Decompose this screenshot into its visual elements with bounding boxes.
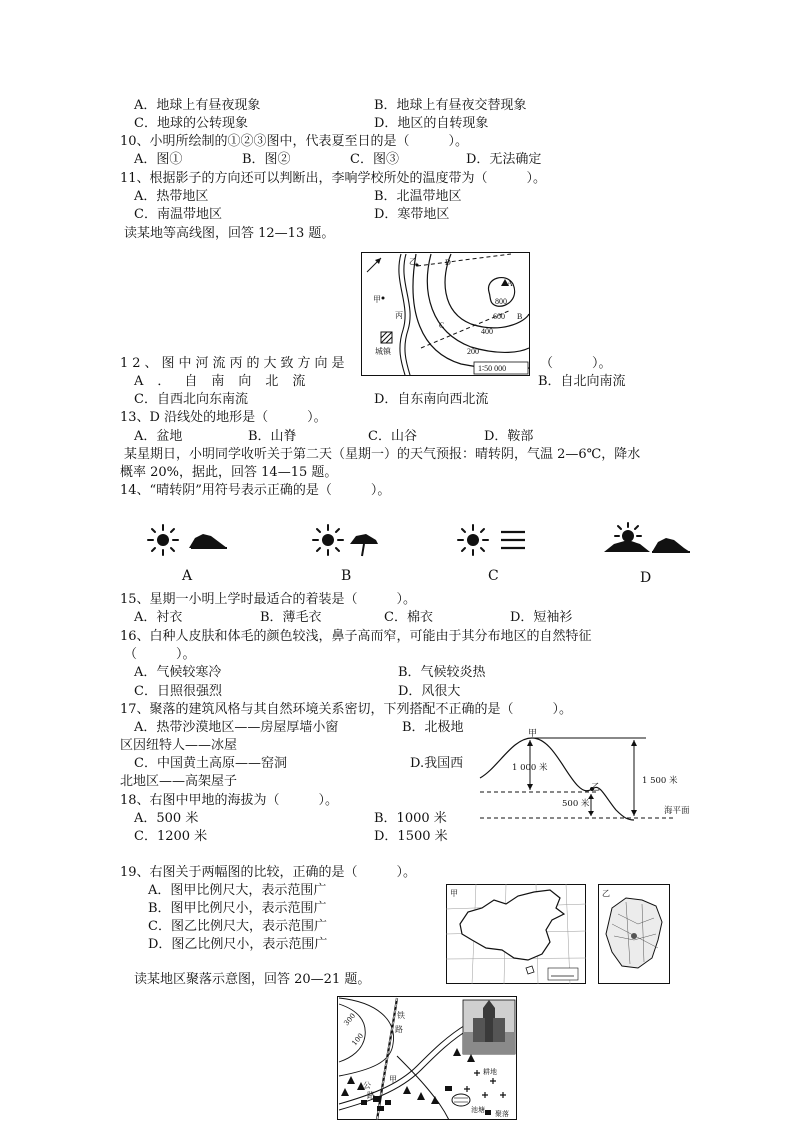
q12-blank: （ ）。 [540, 356, 612, 371]
settlement-label-farmland: 耕地 [483, 1068, 497, 1076]
q12-option-c: C．自西北向东南流 [134, 392, 248, 407]
q19-option-a: A．图甲比例尺大，表示范围广 [148, 883, 327, 898]
q17-option-c: C．中国黄土高原——窑洞 [134, 756, 287, 771]
q12-option-a: A．自南向北流 [134, 374, 320, 389]
contour-label-200: 200 [467, 347, 479, 356]
contour-label-bing: 丙 [395, 311, 403, 320]
elevation-profile-figure [478, 728, 694, 822]
q15-option-a: A．衬衣 [134, 610, 183, 625]
map-jia-figure [446, 884, 586, 984]
q12-stem: 12、图中河流丙的大致方向是 [120, 356, 349, 371]
settlement-legend-settlement: 聚落 [495, 1110, 509, 1118]
contour-label-town: 城镇 [375, 347, 391, 356]
map-yi-label: 乙 [602, 889, 610, 898]
profile-label-jia: 甲 [528, 729, 538, 739]
weather-label-a: A [182, 568, 193, 584]
q13-option-b: B．山脊 [248, 429, 297, 444]
q18-stem: 18、右图中甲地的海拔为（ ）。 [120, 793, 339, 808]
q10-option-a: A．图① [134, 152, 183, 167]
weather-label-c: C [488, 568, 499, 584]
q11-option-a: A．热带地区 [134, 189, 209, 204]
intro-14-15-line2: 概率 20%，据此，回答 14—15 题。 [120, 465, 338, 480]
contour-label-600: 600 [493, 312, 505, 321]
weather-label-b: B [341, 568, 352, 584]
q10-option-b: B．图② [242, 152, 291, 167]
q17-option-b-part1: B．北极地 [402, 720, 464, 735]
settlement-map-figure [337, 996, 517, 1120]
settlement-label-jia: 甲 [389, 1075, 397, 1084]
q16-blank: （ ）。 [124, 647, 196, 662]
q16-stem: 16、白种人皮肤和体毛的颜色较浅，鼻子高而窄，可能由于其分布地区的自然特征 [120, 629, 592, 644]
q13-stem: 13、D 沿线处的地形是（ ）。 [120, 410, 327, 425]
q19-option-b: B．图甲比例尺小，表示范围广 [148, 901, 327, 916]
q16-option-b: B．气候较炎热 [398, 665, 486, 680]
q11-option-d: D．寒带地区 [374, 207, 450, 222]
q9-option-b: B．地球上有昼夜交替现象 [374, 98, 527, 113]
map-jia-label: 甲 [450, 889, 458, 898]
settlement-label-rail-1: 铁 [397, 1011, 405, 1020]
q16-option-c: C．日照很强烈 [134, 684, 222, 699]
settlement-contour-300: 300 [342, 1011, 358, 1028]
q13-option-d: D．鞍部 [484, 429, 534, 444]
settlement-contour-100: 100 [350, 1031, 366, 1048]
contour-label-400: 400 [481, 327, 493, 336]
q10-stem: 10、小明所绘制的①②③图中，代表夏至日的是（ ）。 [120, 134, 469, 149]
q9-option-a: A．地球上有昼夜现象 [134, 98, 261, 113]
profile-label-sea: 海平面 [664, 806, 690, 816]
q18-option-b: B．1000 米 [374, 811, 447, 826]
profile-label-1000: 1 000 米 [512, 763, 548, 773]
weather-label-d: D [640, 570, 652, 586]
map-yi-figure [598, 884, 670, 984]
q11-option-c: C．南温带地区 [134, 207, 222, 222]
settlement-label-road-1: 公 [363, 1081, 371, 1090]
q13-option-c: C．山谷 [368, 429, 417, 444]
weather-symbol-a [145, 522, 235, 558]
q15-option-c: C．棉衣 [384, 610, 433, 625]
contour-label-yi: 乙 [409, 257, 417, 266]
weather-symbol-c [455, 522, 530, 558]
profile-label-1500: 1 500 米 [642, 776, 678, 786]
q18-option-c: C．1200 米 [134, 829, 208, 844]
contour-scale: 1∶50 000 [478, 364, 507, 373]
profile-label-500: 500 米 [562, 799, 590, 809]
contour-label-b: B [517, 312, 523, 321]
settlement-label-road-2: 路 [367, 1091, 375, 1100]
q17-stem: 17、聚落的建筑风格与其自然环境关系密切，下列搭配不正确的是（ ）。 [120, 702, 573, 717]
q12-option-b: B．自北向南流 [538, 374, 626, 389]
q19-option-d: D．图乙比例尺小，表示范围广 [148, 937, 328, 952]
q17-option-d-part2: 北地区——高架屋子 [120, 774, 238, 789]
q15-option-d: D．短袖衫 [510, 610, 573, 625]
contour-label-jia: 甲 [373, 295, 381, 304]
q13-option-a: A．盆地 [134, 429, 183, 444]
intro-20-21: 读某地区聚落示意图，回答 20—21 题。 [134, 972, 371, 987]
q19-stem: 19、右图关于两幅图的比较，正确的是（ ）。 [120, 865, 417, 880]
q15-stem: 15、星期一小明上学时最适合的着装是（ ）。 [120, 592, 417, 607]
q18-option-a: A．500 米 [134, 811, 199, 826]
q10-option-c: C．图③ [350, 152, 399, 167]
q14-stem: 14、“晴转阴”用符号表示正确的是（ ）。 [120, 483, 391, 498]
q17-option-d-part1: D.我国西 [410, 756, 464, 771]
contour-map-figure [361, 252, 530, 376]
intro-12-13: 读某地等高线图，回答 12—13 题。 [124, 226, 335, 241]
weather-symbol-b [310, 522, 380, 562]
q11-option-b: B．北温带地区 [374, 189, 462, 204]
contour-label-c: C [439, 321, 445, 330]
q12-option-d: D．自东南向西北流 [374, 392, 489, 407]
contour-label-a: A [507, 279, 513, 288]
q19-option-c: C．图乙比例尺大，表示范围广 [148, 919, 327, 934]
q16-option-d: D．风很大 [398, 684, 461, 699]
contour-label-d: D [445, 258, 451, 267]
q18-option-d: D．1500 米 [374, 829, 448, 844]
profile-label-yi: 乙 [591, 783, 601, 793]
q9-option-d: D．地区的自转现象 [374, 116, 489, 131]
q11-stem: 11、根据影子的方向还可以判断出，李响学校所处的温度带为（ ）。 [120, 171, 547, 186]
q9-option-c: C．地球的公转现象 [134, 116, 248, 131]
q17-option-b-part2: 区因纽特人——冰屋 [120, 738, 238, 753]
weather-symbol-d [600, 522, 695, 560]
intro-14-15-line1: 某星期日，小明同学收听关于第二天（星期一）的天气预报：晴转阴，气温 2—6℃，降水 [124, 447, 641, 462]
settlement-label-rail-2: 路 [395, 1025, 403, 1034]
settlement-label-pond: 池塘 [471, 1106, 485, 1114]
q15-option-b: B．薄毛衣 [260, 610, 322, 625]
contour-label-800: 800 [495, 297, 507, 306]
q10-option-d: D．无法确定 [466, 152, 542, 167]
q16-option-a: A．气候较寒冷 [134, 665, 222, 680]
q17-option-a: A．热带沙漠地区——房屋厚墙小窗 [134, 720, 339, 735]
